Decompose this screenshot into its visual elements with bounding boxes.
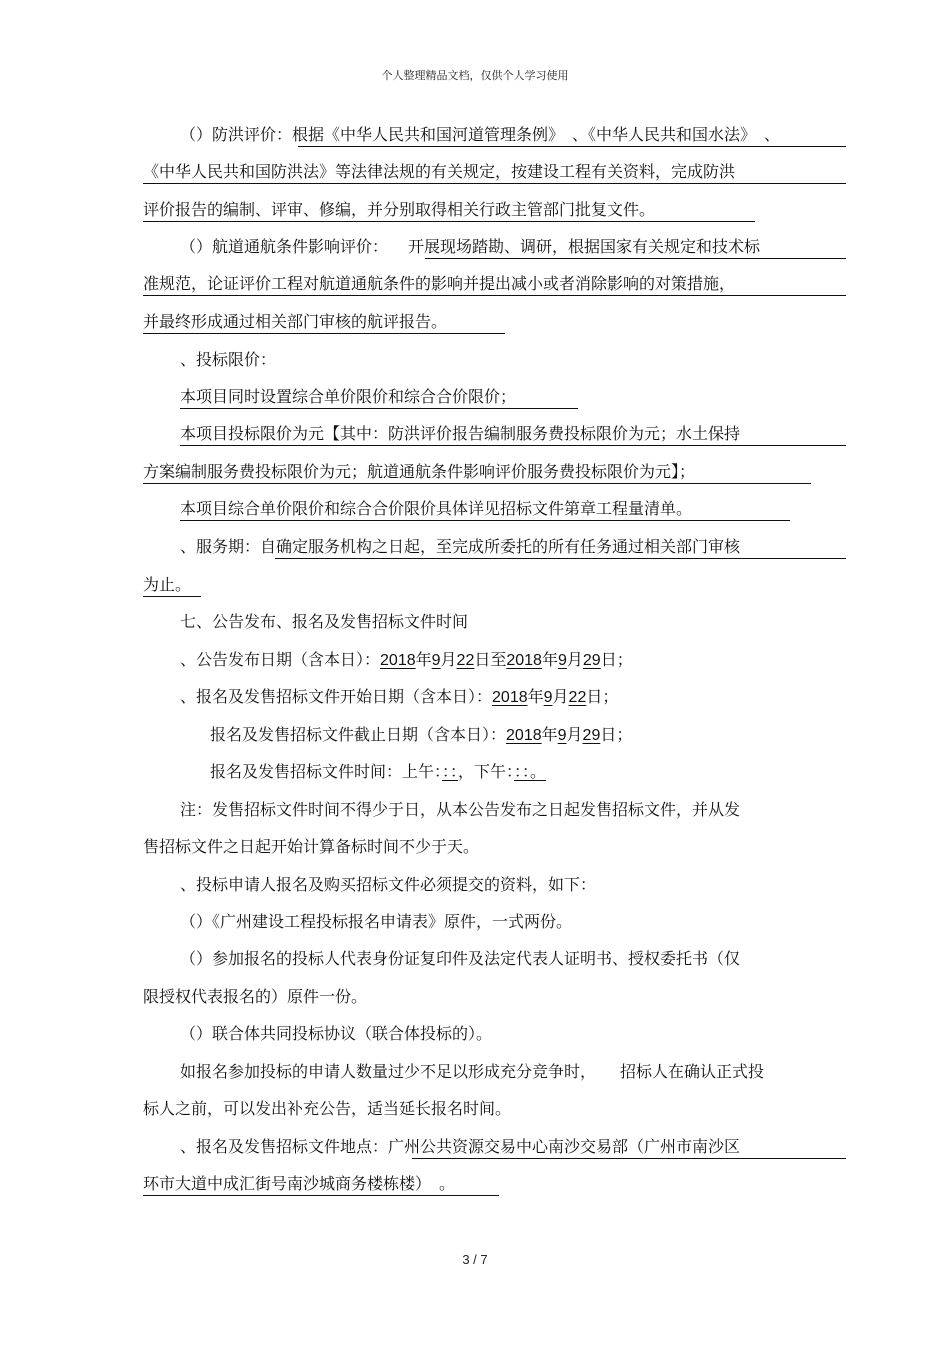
flood-eval-text: 根据《中华人民共和国河道管理条例》 、《中华人民共和国水法》 、 — [292, 125, 781, 144]
unit-day-end: 日； — [600, 650, 633, 669]
flood-eval-line-1 — [180, 125, 780, 145]
publish-start-month: 9 — [431, 652, 441, 669]
unit-month: 月 — [566, 725, 583, 744]
publish-start-year: 2018 — [380, 652, 416, 669]
navigation-eval-text: 开展现场踏勘、调研，根据国家有关规定和技术标 — [408, 237, 761, 256]
publish-date-label: 、公告发布日期（含本日）： — [180, 650, 381, 669]
registration-start-month: 9 — [543, 689, 553, 706]
bid-limit-line-1: 本项目同时设置综合单价限价和综合合价限价； — [180, 387, 517, 406]
flood-eval-line-2: 《中华人民共和国防洪法》等法律法规的有关规定，按建设工程有关资料，完成防洪 — [143, 162, 736, 181]
registration-start-day: 22 — [568, 689, 587, 706]
navigation-eval-line-2: 准规范，论证评价工程对航道通航条件的影响并提出减小或者消除影响的对策措施， — [143, 274, 736, 293]
registration-end-label: 报名及发售招标文件截止日期（含本日）： — [210, 725, 507, 744]
publish-start-day: 22 — [456, 652, 475, 669]
service-period-label: 、服务期： — [180, 537, 261, 556]
unit-year: 年 — [527, 687, 544, 706]
unit-month: 月 — [440, 650, 457, 669]
documents-item-1: （）《广州建设工程投标报名申请表》原件，一式两份。 — [180, 912, 573, 931]
flood-eval-label: （）防洪评价： — [180, 125, 293, 144]
underline — [143, 183, 846, 184]
registration-end-day: 29 — [582, 727, 601, 744]
publish-end-month: 9 — [557, 652, 567, 669]
underline — [180, 408, 578, 409]
page-number: 3 / 7 — [462, 1252, 488, 1267]
underline — [143, 295, 846, 296]
underline — [180, 520, 790, 521]
bid-limit-line-2: 本项目投标限价为元【其中：防洪评价报告编制服务费投标限价为元；水土保持 — [180, 424, 741, 443]
underline — [143, 221, 755, 222]
registration-start-year: 2018 — [492, 689, 528, 706]
documents-item-3: （）联合体共同投标协议（联合体投标的）。 — [180, 1024, 493, 1043]
location-line-2: 环市大道中成汇街号南沙城商务楼栋楼） 。 — [143, 1174, 456, 1193]
underline — [275, 558, 846, 559]
unit-year: 年 — [541, 650, 558, 669]
underline — [143, 483, 811, 484]
flood-eval-line-3: 评价报告的编制、评审、修编，并分别取得相关行政主管部门批复文件。 — [143, 200, 656, 219]
bid-limit-line-4: 本项目综合单价限价和综合合价限价具体详见招标文件第章工程量清单。 — [180, 499, 693, 518]
service-period-line-1 — [180, 537, 740, 557]
navigation-eval-line-3: 并最终形成通过相关部门审核的航评报告。 — [143, 312, 448, 331]
underline — [298, 146, 846, 147]
underline — [180, 445, 846, 446]
location-label: 、报名及发售招标文件地点： — [180, 1137, 389, 1156]
registration-start-line — [180, 687, 618, 708]
unit-day-end: 日； — [586, 687, 619, 706]
underline — [143, 333, 505, 334]
unit-day-end: 日； — [600, 725, 633, 744]
service-period-line-2: 为止。 — [143, 575, 192, 594]
page-header: 个人整理精品文档，仅供个人学习使用 — [381, 69, 569, 82]
navigation-eval-label: （）航道通航条件影响评价： — [180, 237, 389, 256]
note-line-2: 售招标文件之日起开始计算备标时间不少于天。 — [143, 837, 480, 856]
location-line-1 — [180, 1137, 740, 1157]
unit-month: 月 — [566, 650, 583, 669]
documents-item-2-line-2: 限授权代表报名的）原件一份。 — [143, 987, 368, 1006]
unit-day-to: 日至 — [474, 650, 507, 669]
documents-item-2-line-1: （）参加报名的投标人代表身份证复印件及法定代表人证明书、授权委托书（仅 — [180, 949, 741, 968]
afternoon-time: ：：。 — [514, 762, 547, 781]
afternoon-label: ，下午： — [458, 762, 515, 781]
bid-limit-title: 、投标限价： — [180, 350, 277, 369]
underline — [412, 1158, 846, 1159]
underline — [143, 1195, 499, 1196]
registration-end-month: 9 — [557, 727, 567, 744]
registration-end-line — [210, 725, 632, 746]
service-period-text: 自确定服务机构之日起，至完成所委托的所有任务通过相关部门审核 — [260, 537, 741, 556]
publish-end-day: 29 — [582, 652, 601, 669]
registration-start-label: 、报名及发售招标文件开始日期（含本日）： — [180, 687, 493, 706]
unit-year: 年 — [541, 725, 558, 744]
registration-end-year: 2018 — [506, 727, 542, 744]
location-text: 广州公共资源交易中心南沙交易部（广州市南沙区 — [388, 1137, 741, 1156]
registration-time-line — [210, 762, 546, 782]
unit-year: 年 — [415, 650, 432, 669]
note-line-1: 注：发售招标文件时间不得少于日，从本公告发布之日起发售招标文件，并从发 — [180, 800, 741, 819]
publish-date-line — [180, 650, 633, 671]
bid-limit-line-3: 方案编制服务费投标限价为元；航道通航条件影响评价服务费投标限价为元】； — [143, 462, 696, 481]
documents-title: 、投标申请人报名及购买招标文件必须提交的资料，如下： — [180, 875, 597, 894]
underline — [143, 596, 201, 597]
unit-month: 月 — [552, 687, 569, 706]
underline — [425, 258, 846, 259]
registration-time-label: 报名及发售招标文件时间：上午： — [210, 762, 443, 781]
section-7-title: 七、公告发布、报名及发售招标文件时间 — [180, 612, 469, 631]
publish-end-year: 2018 — [506, 652, 542, 669]
extension-line-1: 如报名参加投标的申请人数量过少不足以形成充分竞争时， 招标人在确认正式投 — [180, 1062, 765, 1081]
navigation-eval-line-1 — [180, 237, 760, 257]
morning-time: ：： — [442, 762, 459, 781]
extension-line-2: 标人之前，可以发出补充公告，适当延长报名时间。 — [143, 1099, 512, 1118]
